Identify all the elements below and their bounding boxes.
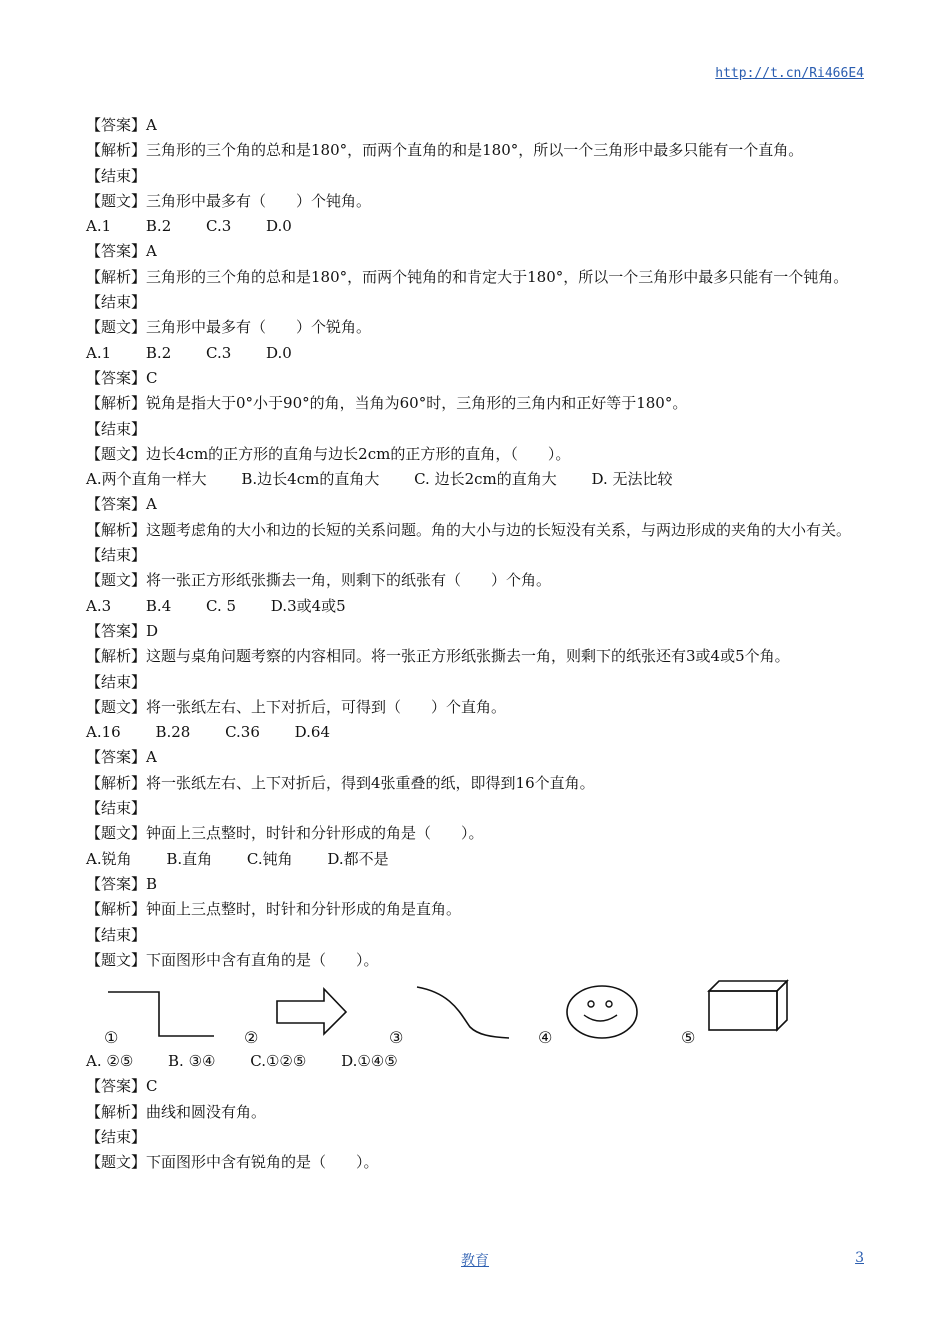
answer-line: 【答案】A [86,495,157,514]
shapes-svg [86,977,796,1047]
figure-step-line [104,992,214,1047]
options-line: A.1 B.2 C.3 D.0 [86,343,292,362]
footer-link[interactable]: 教育 [461,1253,489,1269]
analysis-line: 【解析】钟面上三点整时，时针和分针形成的角是直角。 [86,900,462,919]
analysis-line: 【解析】锐角是指大于0°小于90°的角，当角为60°时，三角形的三角内和正好等于180°。 [86,394,688,413]
end-marker: 【结束】 [86,925,147,944]
shapes-figure [86,977,868,1047]
end-marker: 【结束】 [86,1127,147,1146]
answer-line: 【答案】A [86,748,157,767]
question-line: 【题文】三角形中最多有（ ）个钝角。 [86,191,372,210]
analysis-line: 【解析】三角形的三个角的总和是180°，而两个直角的和是180°，所以一个三角形中最多只能有一个直角。 [86,141,804,160]
end-marker: 【结束】 [86,166,147,185]
figure-label: ① [104,1028,119,1048]
question-line: 【题文】将一张正方形纸张撕去一角，则剩下的纸张有（ ）个角。 [86,571,552,590]
options-line: A.1 B.2 C.3 D.0 [86,217,292,236]
end-marker: 【结束】 [86,546,147,565]
options-line: A.两个直角一样大 B.边长4cm的直角大 C. 边长2cm的直角大 D. 无法比较 [86,470,673,489]
figure-smiley [538,986,637,1047]
analysis-line: 【解析】这题考虑角的大小和边的长短的关系问题。角的大小与边的长短没有关系，与两边形成的夹角的大小有关。 [86,520,852,539]
end-marker: 【结束】 [86,293,147,312]
options-line: A. ②⑤ B. ③④ C.①②⑤ D.①④⑤ [86,1052,398,1071]
question-line: 【题文】三角形中最多有（ ）个锐角。 [86,318,372,337]
question-line: 【题文】边长4cm的正方形的直角与边长2cm的正方形的直角，（ ）。 [86,444,571,463]
answer-line: 【答案】B [86,874,158,893]
question-line: 【题文】将一张纸左右、上下对折后，可得到（ ）个直角。 [86,697,507,716]
figure-label: ⑤ [681,1028,696,1048]
answer-line: 【答案】A [86,116,157,134]
analysis-line: 【解析】这题与桌角问题考察的内容相同。将一张正方形纸张撕去一角，则剩下的纸张还有3或4或5个角。 [86,647,790,666]
analysis-line: 【解析】曲线和圆没有角。 [86,1102,267,1121]
figure-label: ④ [538,1028,553,1048]
question-line: 【题文】下面图形中含有直角的是（ ）。 [86,950,379,969]
question-line: 【题文】钟面上三点整时，时针和分针形成的角是（ ）。 [86,824,484,843]
page-number[interactable]: 3 [855,1250,864,1266]
options-line: A.锐角 B.直角 C.钝角 D.都不是 [86,849,389,868]
answer-line: 【答案】A [86,242,157,261]
end-marker: 【结束】 [86,799,147,818]
analysis-line: 【解析】将一张纸左右、上下对折后，得到4张重叠的纸，即得到16个直角。 [86,773,595,792]
figure-label: ③ [389,1028,404,1048]
end-marker: 【结束】 [86,672,147,691]
figure-arrow [244,989,346,1047]
question-line: 【题文】下面图形中含有锐角的是（ ）。 [86,1153,379,1172]
analysis-line: 【解析】三角形的三个角的总和是180°，而两个钝角的和肯定大于180°，所以一个三角形中最多只能有一个钝角。 [86,267,849,286]
figure-cuboid [681,981,787,1047]
options-line: A.16 B.28 C.36 D.64 [86,723,331,742]
answer-line: 【答案】C [86,1077,158,1096]
header-link[interactable]: http://t.cn/Ri466E4 [715,66,864,81]
options-line: A.3 B.4 C. 5 D.3或4或5 [86,596,346,615]
figure-curve [389,987,509,1047]
end-marker: 【结束】 [86,419,147,438]
document-body [86,113,868,1176]
answer-line: 【答案】D [86,621,159,640]
answer-line: 【答案】C [86,368,158,387]
figure-label: ② [244,1028,259,1048]
